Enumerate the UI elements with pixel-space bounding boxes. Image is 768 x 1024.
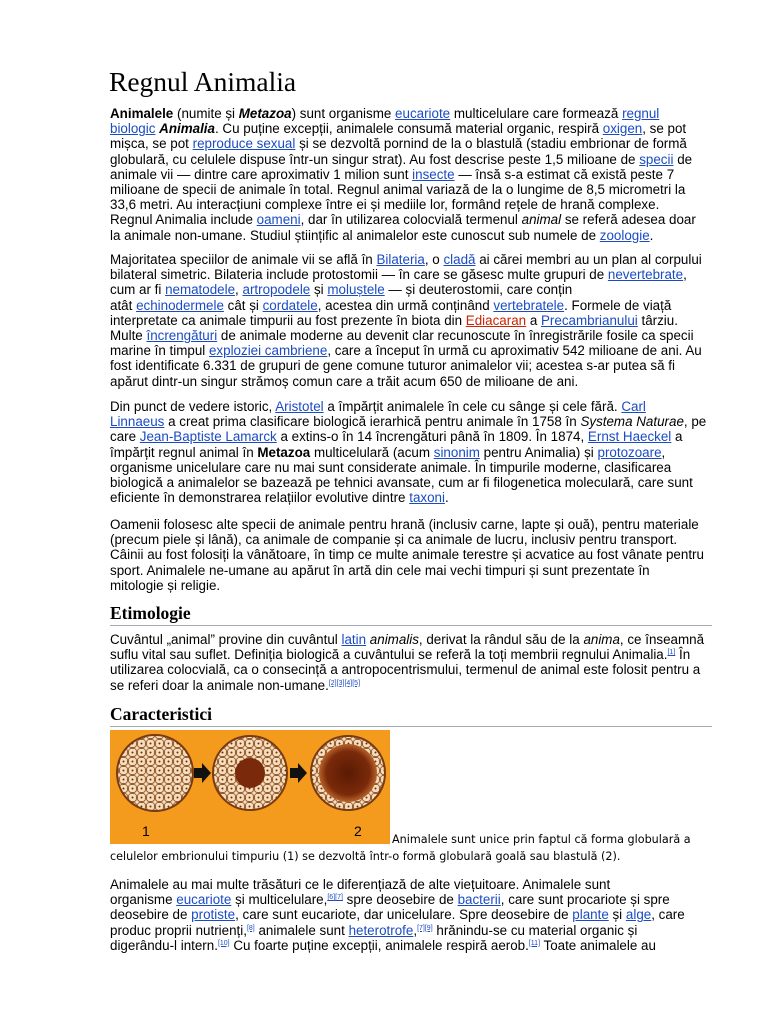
text-line: care Jean-Baptiste Lamarck a extins-o în 14 încrengături până în 1809. În 1874, Ernst Haeckel a: [110, 429, 683, 445]
link-aristotel[interactable]: Aristotel: [275, 399, 324, 414]
arrow-right-icon: [290, 763, 307, 783]
link-oxigen[interactable]: oxigen: [602, 121, 643, 137]
link-taxoni[interactable]: taxoni: [409, 490, 445, 506]
link-regnul-biologic-cont[interactable]: biologic: [110, 121, 156, 137]
text-line: mitologie și religie.: [110, 577, 221, 593]
figure-label-1: 1: [142, 823, 150, 839]
text-line: sport. Animalele ne-umane au apărut în artă din cele mai vechi timpuri și sunt prezentate în: [110, 562, 650, 578]
text-line: organisme unicelulare care nu mai sunt considerate animale. În timpurile moderne, clasificarea: [110, 459, 672, 475]
embryo-stage-1-icon: [117, 735, 193, 811]
text-line: Câinii au fost folosiți la vânătoare, în timp ce multe animale terestre și acvatice au fost vânate pentru: [110, 547, 704, 563]
citation-link[interactable]: [1]: [667, 649, 676, 657]
link-carl-linnaeus-cont[interactable]: Linnaeus: [110, 414, 165, 430]
embryo-blastula-icon: [311, 736, 385, 810]
text-line: milioane de specii de animale în total. Regnul animal variază de la o lungime de 8,5 micrometri la: [110, 182, 686, 198]
text-line: Oamenii folosesc alte specii de animale pentru hrană (inclusiv carne, lapte și ouă), pentru materiale: [110, 517, 699, 532]
citation-link[interactable]: [8]: [246, 924, 255, 932]
text-line: apărut dintr-un singur strămoș comun care a trăit acum 650 de milioane de ani.: [110, 373, 579, 389]
link-moluste[interactable]: moluștele: [327, 282, 385, 298]
text-line: împărțit regnul animal în Metazoa multicelulară (acum sinonim pentru Animalia) și protozoare,: [110, 444, 666, 460]
text-line: Regnul Animalia include oameni, dar în utilizarea colocvială termenul animal se referă adesea doar: [110, 212, 696, 228]
link-sinonim[interactable]: sinonim: [433, 444, 480, 460]
citation-link[interactable]: [2]: [328, 679, 337, 687]
text-line: digerându-l intern.[10] Cu foarte puține excepții, animalele respiră aerob.[11] Toate animalele au: [110, 937, 656, 953]
citation-link[interactable]: [11]: [528, 939, 541, 947]
text-line: se referi doar la animale non-umane.[2][3][4][5]: [110, 677, 361, 693]
link-ediacaran[interactable]: Ediacaran: [465, 312, 527, 328]
text-line: Animalele (numite și Metazoa) sunt organisme eucariote multicelulare care formează regnul: [110, 106, 660, 121]
link-specii[interactable]: specii: [639, 151, 674, 167]
text-line: organisme eucariote și multicelulare,[6][7] spre deosebire de bacterii, care sunt procariote și spre: [110, 892, 670, 908]
text-line: bilateral simetric. Bilateria include protostomii — în care se găsesc multe grupuri de nevertebrate,: [110, 267, 687, 283]
etymology-paragraph: [110, 632, 714, 693]
text-line: interpretate ca animale timpurii au fost prezente în biota din Ediacaran a Precambrianului târziu.: [110, 312, 678, 328]
link-nematodele[interactable]: nematodele: [165, 282, 236, 298]
text-line: (precum piele și lână), ca animale de companie și ca animale de lucru, inclusiv pentru transport.: [110, 532, 678, 548]
section-heading-caracteristici: Caracteristici: [110, 704, 712, 727]
text-line: Animalele au mai multe trăsături ce le diferențiază de alte viețuitoare. Animalele sunt: [110, 877, 611, 892]
text-line: Din punct de vedere istoric, Aristotel a împărțit animalele în cele cu sânge și cele fără. Carl: [110, 399, 646, 414]
link-increngaturi[interactable]: încrengături: [146, 328, 218, 344]
arrow-right-icon: [194, 763, 211, 783]
bold-term: Metazoa: [257, 444, 311, 460]
link-zoologie[interactable]: zoologie: [599, 227, 650, 243]
citation-link[interactable]: [10]: [217, 939, 230, 947]
link-latin[interactable]: latin: [341, 632, 367, 647]
citation-link[interactable]: [3]: [336, 679, 345, 687]
link-artropodele[interactable]: artropodele: [242, 282, 311, 298]
bold-italic-term: Animalia: [159, 121, 215, 137]
link-bilateria[interactable]: Bilateria: [376, 252, 425, 267]
link-protiste[interactable]: protiste: [191, 907, 236, 923]
text-line: utilizarea colocvială, ca o consecință a antropocentrismului, termenul de animal este folosit pentru a: [110, 662, 701, 678]
link-exploziei-cambriene[interactable]: exploziei cambriene: [208, 343, 328, 359]
text-line: biologică a animalelor se bazează pe tehnici avansate, cum ar fi filogenetica moleculară, care sunt: [110, 475, 693, 491]
link-bacterii[interactable]: bacterii: [457, 892, 501, 908]
text-line: Multe încrengături de animale moderne au devenit clar recunoscute în înregistrările fosile ca specii: [110, 328, 694, 344]
text-line: fost identificate 6.331 de grupuri de gene comune tuturor animalelor vii; acestea s-ar putea să fi: [110, 358, 675, 374]
characteristics-paragraph: [110, 877, 714, 953]
embryo-stage-2-icon: [213, 736, 287, 810]
text-line: Linnaeus a creat prima clasificare biologică ierarhică pentru animale în 1758 în Systema Naturae, pe: [110, 414, 707, 430]
figure-label-2: 2: [354, 823, 362, 839]
text-line: eficiente în demonstrarea relațiilor evolutive dintre taxoni.: [110, 490, 449, 506]
text-line: 33,6 metri. Au interacțiuni complexe între ei și mediile lor, formând rețele de hrană complexe.: [110, 197, 660, 213]
text-line: la animale non-umane. Studiul științific al animalelor este cunoscut sub numele de zoologie.: [110, 227, 654, 243]
link-heterotrofe[interactable]: heterotrofe: [348, 922, 414, 938]
link-oameni[interactable]: oameni: [256, 212, 301, 228]
text-line: mișca, se pot reproduce sexual și se dezvoltă pornind de la o blastulă (stadiu embrionar de formă: [110, 136, 687, 152]
text-line: Cuvântul „animal” provine din cuvântul latin animalis, derivat la rândul său de la anima, ce înseamnă: [110, 632, 705, 647]
blastula-illustration: [110, 730, 390, 844]
citation-link[interactable]: [6]: [327, 894, 336, 902]
bilateria-paragraph: [110, 252, 714, 389]
caption-line: Animalele sunt unice prin faptul că forma globulară a: [392, 833, 691, 846]
section-heading-etimologie: Etimologie: [110, 603, 712, 626]
intro-paragraph: [110, 106, 714, 243]
text-line: produc proprii nutrienți,[8] animalele sunt heterotrofe,[7][9] hrănindu-se cu material organic și: [110, 922, 638, 938]
uses-paragraph: [110, 517, 714, 593]
link-insecte[interactable]: insecte: [412, 166, 455, 182]
bold-italic-term: Metazoa: [238, 106, 292, 121]
link-eucariote[interactable]: eucariote: [395, 106, 451, 121]
link-nevertebrate[interactable]: nevertebrate: [607, 267, 684, 283]
caption-line: celulelor embrionului timpuriu (1) se dezvoltă într-o formă globulară goală sau blastulă (2).: [110, 849, 621, 863]
link-alge[interactable]: alge: [625, 907, 652, 923]
citation-link[interactable]: [7]: [335, 894, 343, 902]
citation-link[interactable]: [7]: [417, 924, 425, 932]
text-line: animale vii — dintre care aproximativ 1 milion sunt insecte — însă s-a estimat că există peste 7: [110, 166, 675, 182]
link-precambrianului[interactable]: Precambrianului: [541, 312, 638, 328]
link-haeckel[interactable]: Ernst Haeckel: [587, 429, 672, 445]
link-vertebratele[interactable]: vertebratele: [493, 297, 565, 313]
bold-term: Animalele: [110, 106, 174, 121]
text-line: cum ar fi nematodele, artropodele și moluștele — și deuterostomii, care conțin: [110, 282, 573, 298]
text-line: biologic Animalia. Cu puține excepții, animalele consumă material organic, respiră oxigen, se pot: [110, 121, 687, 137]
link-plante[interactable]: plante: [572, 907, 609, 923]
link-lamarck[interactable]: Jean-Baptiste Lamarck: [139, 429, 277, 445]
link-eucariote-2[interactable]: eucariote: [176, 892, 232, 908]
text-line: deosebire de protiste, care sunt eucariote, dar unicelulare. Spre deosebire de plante și alge, care: [110, 907, 685, 923]
link-echinodermele[interactable]: echinodermele: [136, 297, 224, 313]
citation-link[interactable]: [4]: [344, 679, 353, 687]
text-line: marine în timpul exploziei cambriene, care a început în urmă cu aproximativ 542 milioane de ani. Au: [110, 343, 702, 359]
link-clada[interactable]: cladă: [443, 252, 476, 267]
page-title: Regnul Animalia: [109, 66, 297, 97]
link-carl-linnaeus[interactable]: Carl: [621, 399, 646, 414]
citation-link[interactable]: [9]: [424, 924, 433, 932]
text-line: atât echinodermele cât și cordatele, acestea din urmă conținând vertebratele. Formele de viață: [110, 297, 672, 313]
text-line: Majoritatea speciilor de animale vii se află în Bilateria, o cladă ai cărei membri au un plan al corpului: [110, 252, 702, 267]
link-protozoare[interactable]: protozoare: [597, 444, 662, 460]
blastula-figure: [110, 730, 390, 844]
citation-link[interactable]: [5]: [352, 679, 361, 687]
link-reproduce-sexual[interactable]: reproduce sexual: [192, 136, 296, 152]
history-paragraph: [110, 399, 714, 505]
link-cordatele[interactable]: cordatele: [262, 297, 318, 313]
text-line: globulară, cu celulele dispuse într-un singur strat). Au fost descrise peste 1,5 milioane de specii de: [110, 151, 693, 167]
figure-caption: [110, 832, 720, 865]
link-regnul-biologic[interactable]: regnul: [622, 106, 660, 121]
text-line: suflu vital sau suflet. Definiția biologică a cuvântului se referă la toți membrii regnului Animalia.[1] În: [110, 647, 691, 663]
